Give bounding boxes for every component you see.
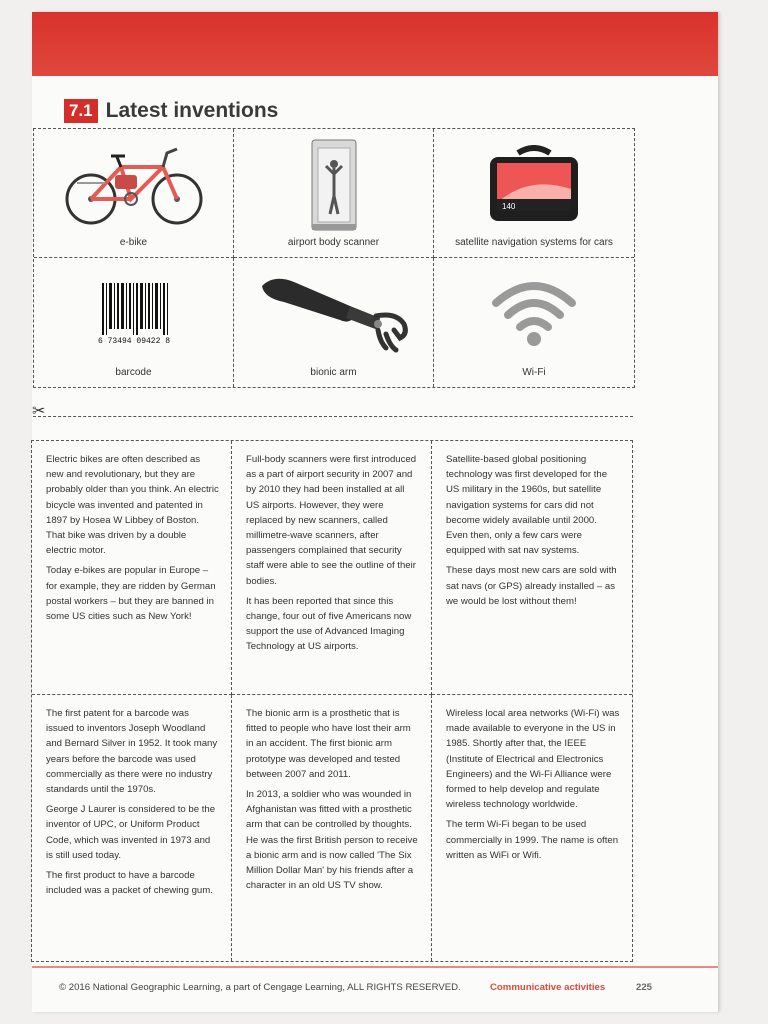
page-title: Latest inventions [105, 99, 279, 122]
text-card-barcode [32, 695, 232, 961]
bicycle-icon [59, 139, 209, 231]
sat-nav-icon [488, 145, 580, 225]
card-paragraph: Electric bikes are often described as new and revolutionary, but they are probably older than you think. An electric bicycle was invented and patented in 1897 by Hosea W Libbey of Boston. That bike was driven by a double electric motor. [46, 454, 219, 557]
cut-line [33, 416, 633, 417]
text-cards-grid [31, 440, 633, 962]
picture-card-ebike [34, 129, 234, 258]
scissors-icon: ✂ [32, 403, 46, 420]
card-paragraph: Full-body scanners were first introduced as a part of airport security in 2007 and by 2010 they had been installed at all US airports. However, they were replaced by new scanners, called millimetre-wave scanners, after passengers complained that security staff were able to see the outline of their bodies. [246, 454, 417, 587]
picture-card-sat-nav [434, 129, 634, 258]
bionic-arm-icon [254, 272, 414, 356]
picture-card-bionic-arm [234, 258, 434, 387]
wifi-icon [491, 279, 577, 349]
text-card-wifi [432, 695, 632, 961]
page-footer [32, 966, 718, 1008]
card-paragraph: Wireless local area networks (Wi-Fi) was made available to everyone in the US in 1985. Shortly after that, the IEEE (Institute of Electrical and Electronics Engineers) and the Wi-Fi Alliance were formed to help develop and regulate wireless technology worldwide. [446, 708, 620, 811]
picture-cards-grid [33, 128, 635, 388]
card-paragraph: The first product to have a barcode included was a packet of chewing gum. [46, 870, 213, 897]
picture-label: satellite navigation systems for cars [455, 237, 613, 248]
section-heading [64, 99, 278, 123]
copyright-notice: © 2016 National Geographic Learning, a part of Cengage Learning, ALL RIGHTS RESERVED. [59, 982, 461, 993]
barcode-digits: 6 73494 09422 8 [97, 337, 170, 346]
page-number: 225 [636, 982, 653, 993]
unit-number-badge: 7.1 [64, 99, 98, 123]
picture-label: barcode [115, 367, 152, 378]
text-card-ebike [32, 441, 232, 695]
section-name: Communicative activities [490, 982, 606, 993]
text-card-body-scanner [232, 441, 432, 695]
card-paragraph: The term Wi-Fi began to be used commercially in 1999. The name is often written as WiFi or Wifi. [446, 819, 619, 861]
picture-label: bionic arm [310, 367, 357, 378]
card-paragraph: George J Laurer is considered to be the inventor of UPC, or Uniform Product Code, which was invented in 1973 and is still used today. [46, 804, 216, 861]
barcode-icon [96, 279, 172, 349]
text-card-sat-nav [432, 441, 632, 695]
picture-label: e-bike [119, 237, 148, 248]
card-paragraph: It has been reported that since this change, four out of five Americans now support the use of Advanced Imaging Technology at US airports. [246, 595, 412, 653]
text-card-bionic-arm [232, 695, 432, 961]
picture-label: airport body scanner [287, 237, 380, 248]
header-band [32, 12, 718, 76]
speed-readout: 140 [502, 202, 516, 211]
card-paragraph: The first patent for a barcode was issued to inventors Joseph Woodland and Bernard Silver in 1952. It took many years before the barcode was used commercially as there were no industry standards until the 1970s. [46, 708, 218, 796]
card-paragraph: The bionic arm is a prosthetic that is fitted to people who have lost their arm in an accident. The first bionic arm prototype was developed and tested between 2007 and 2011. [246, 708, 411, 780]
picture-card-body-scanner [234, 129, 434, 258]
picture-card-barcode [34, 258, 234, 387]
body-scanner-icon [304, 138, 364, 232]
card-paragraph: These days most new cars are sold with sat navs (or GPS) already installed – as we would be lost without them! [446, 565, 617, 607]
picture-card-wifi [434, 258, 634, 387]
picture-label: Wi-Fi [522, 367, 546, 378]
card-paragraph: Today e-bikes are popular in Europe – for example, they are ridden by German postal workers – but they are banned in some US cities such as New York! [46, 565, 216, 623]
card-paragraph: In 2013, a soldier who was wounded in Afghanistan was fitted with a prosthetic arm that can be controlled by thoughts. He was the first British person to receive a bionic arm and is now called 'The Six Million Dollar Man' by his friends after a character in an old US TV show. [246, 789, 418, 892]
card-paragraph: Satellite-based global positioning technology was first developed for the US military in the 1960s, but satellite navigation systems for cars did not become widely available until 2000. Even then, only a few cars were equipped with sat nav systems. [446, 454, 608, 557]
